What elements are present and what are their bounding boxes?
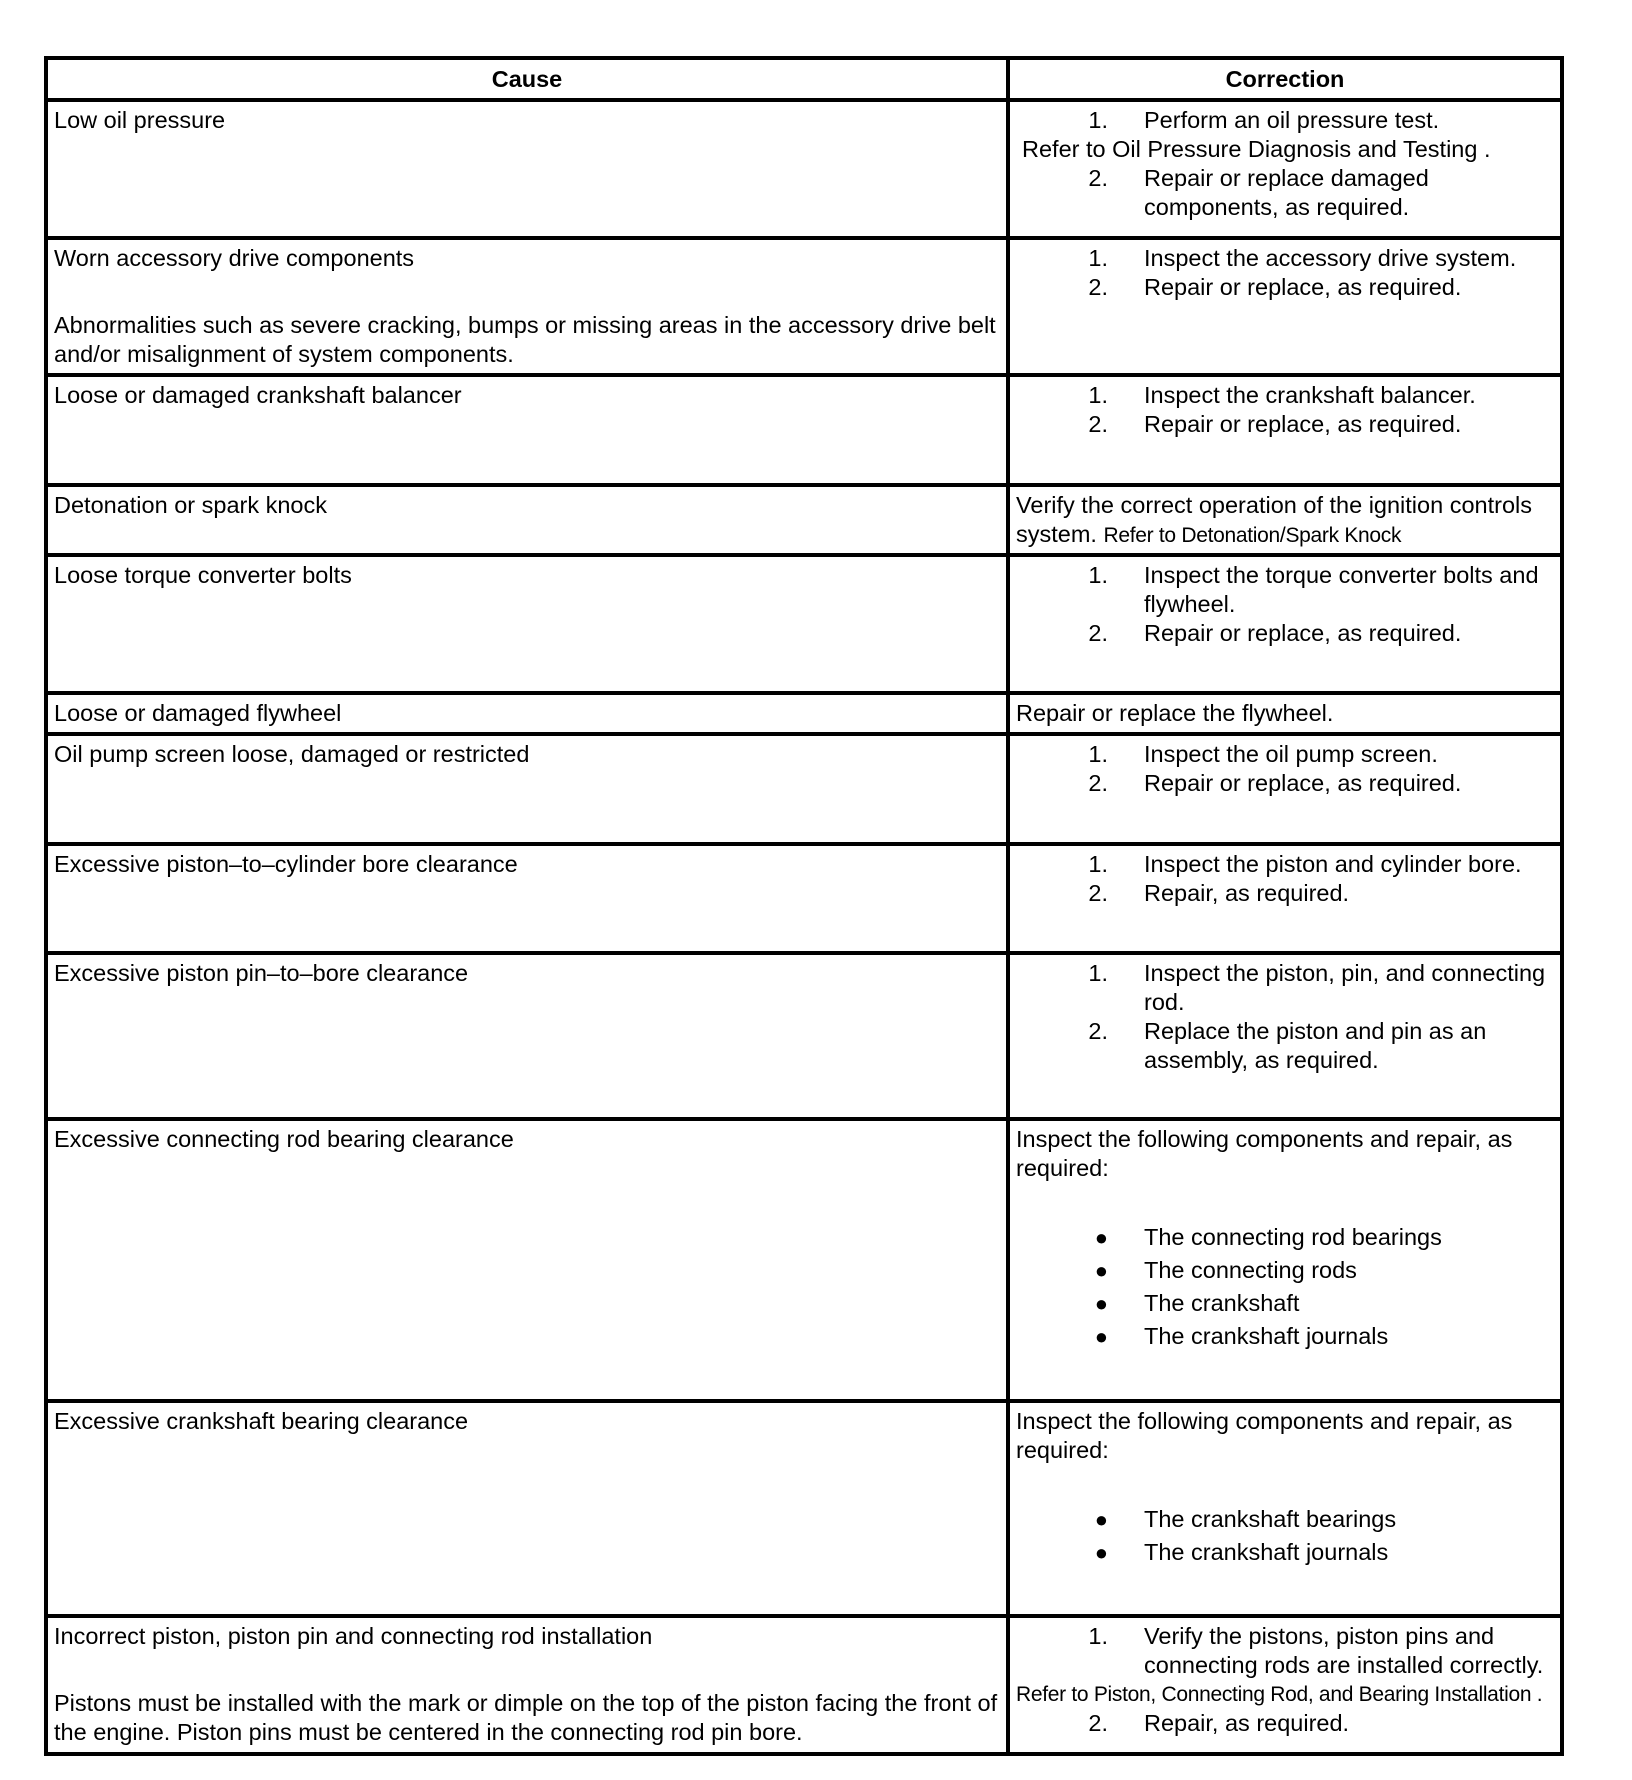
correction-header: Correction	[1008, 58, 1562, 100]
correction-cell	[1008, 238, 1562, 376]
correction-cell	[1008, 693, 1562, 734]
correction-cell	[1008, 734, 1562, 844]
refer-link[interactable]: Refer to Detonation/Spark Knock	[1103, 523, 1402, 547]
bullet-icon: ●	[1094, 1224, 1108, 1250]
diagnosis-table	[44, 56, 1564, 1756]
bullet-icon: ●	[1094, 1507, 1108, 1533]
refer-link[interactable]: Refer to Piston, Connecting Rod, and Bearing Installation .	[1016, 1683, 1543, 1707]
step-number: 2.	[1088, 1710, 1108, 1737]
table-row	[46, 734, 1562, 844]
list-item	[1016, 1289, 1554, 1318]
step-number: 1.	[1088, 244, 1108, 271]
cause-note: Abnormalities such as severe cracking, bumps or missing areas in the accessory drive belt and/or misalignment of system components.	[54, 311, 996, 367]
cause-text: Excessive piston pin–to–bore clearance	[54, 960, 469, 987]
list-item-text: The crankshaft journals	[1144, 1539, 1389, 1566]
refer-text: Refer to Oil Pressure Diagnosis and Testing .	[1022, 136, 1491, 162]
step-text: Inspect the torque converter bolts and flywheel.	[1144, 562, 1539, 618]
step-text: Inspect the crankshaft balancer.	[1144, 382, 1476, 409]
cause-note: Pistons must be installed with the mark or dimple on the top of the piston facing the front of the engine. Piston pins must be centered in the connecting rod pin bore.	[54, 1690, 998, 1746]
step-number: 1.	[1088, 741, 1108, 767]
correction-steps	[1016, 1622, 1554, 1738]
step-item	[1016, 244, 1554, 273]
table-row	[46, 693, 1562, 734]
cause-text: Excessive piston–to–cylinder bore clearance	[54, 850, 518, 877]
step-number: 2.	[1088, 411, 1108, 438]
table-row	[46, 555, 1562, 693]
correction-cell	[1008, 1119, 1562, 1401]
component-list	[1016, 1223, 1554, 1351]
correction-steps	[1016, 561, 1554, 648]
step-item	[1016, 381, 1554, 410]
step-item	[1016, 959, 1554, 1017]
step-number: 2.	[1088, 273, 1108, 300]
step-number: 2.	[1088, 165, 1108, 191]
cause-cell	[46, 100, 1008, 238]
correction-cell	[1008, 1616, 1562, 1754]
step-item	[1016, 769, 1554, 798]
cause-cell	[46, 734, 1008, 844]
list-item-text: The connecting rod bearings	[1144, 1223, 1442, 1250]
list-item-text: The crankshaft bearings	[1144, 1506, 1397, 1533]
step-number: 1.	[1088, 562, 1108, 589]
correction-steps	[1016, 106, 1554, 222]
step-item	[1016, 619, 1554, 648]
correction-steps	[1016, 850, 1554, 908]
correction-cell	[1008, 485, 1562, 555]
cause-cell	[46, 953, 1008, 1119]
step-item	[1016, 879, 1554, 908]
refer-item	[1016, 135, 1554, 164]
step-item	[1016, 273, 1554, 302]
list-item	[1016, 1538, 1554, 1567]
step-number: 1.	[1088, 107, 1108, 133]
table-row	[46, 485, 1562, 555]
step-item	[1016, 410, 1554, 439]
correction-steps	[1016, 244, 1554, 302]
cause-cell	[46, 485, 1008, 555]
step-text: Perform an oil pressure test.	[1144, 107, 1440, 133]
step-text: Repair, as required.	[1144, 879, 1350, 906]
cause-header: Cause	[46, 58, 1008, 100]
table-row	[46, 1401, 1562, 1616]
step-number: 2.	[1088, 770, 1108, 796]
correction-text: Inspect the following components and repair, as required:	[1016, 1408, 1513, 1464]
correction-cell	[1008, 844, 1562, 954]
list-item	[1016, 1322, 1554, 1351]
step-item	[1016, 850, 1554, 879]
table-row	[46, 953, 1562, 1119]
step-text: Verify the pistons, piston pins and connecting rods are installed correctly.	[1144, 1623, 1544, 1679]
cause-cell	[46, 375, 1008, 485]
step-number: 1.	[1088, 850, 1108, 877]
table-header-row	[46, 58, 1562, 100]
step-item	[1016, 1622, 1554, 1680]
step-text: Repair, as required.	[1144, 1710, 1350, 1737]
step-text: Inspect the accessory drive system.	[1144, 244, 1517, 271]
step-number: 2.	[1088, 620, 1108, 647]
step-number: 1.	[1088, 382, 1108, 409]
cause-cell	[46, 555, 1008, 693]
table-row	[46, 375, 1562, 485]
correction-text: Inspect the following components and repair, as required:	[1016, 1125, 1513, 1181]
step-text: Inspect the oil pump screen.	[1144, 741, 1438, 767]
cause-text: Excessive connecting rod bearing clearance	[54, 1125, 514, 1152]
step-item	[1016, 740, 1554, 769]
step-item	[1016, 561, 1554, 619]
component-list	[1016, 1505, 1554, 1567]
step-item	[1016, 164, 1554, 222]
step-number: 2.	[1088, 1018, 1108, 1045]
cause-text: Worn accessory drive components	[54, 244, 415, 271]
step-number: 1.	[1088, 960, 1108, 987]
cause-cell	[46, 1119, 1008, 1401]
cause-cell	[46, 693, 1008, 734]
correction-text: Repair or replace the flywheel.	[1016, 699, 1334, 726]
cause-text: Incorrect piston, piston pin and connecting rod installation	[54, 1623, 653, 1650]
correction-cell	[1008, 953, 1562, 1119]
step-text: Replace the piston and pin as an assembly, as required.	[1144, 1018, 1487, 1074]
step-text: Repair or replace damaged components, as required.	[1144, 165, 1429, 220]
cause-text: Oil pump screen loose, damaged or restricted	[54, 741, 530, 767]
step-text: Repair or replace, as required.	[1144, 620, 1462, 647]
correction-cell	[1008, 100, 1562, 238]
list-item	[1016, 1505, 1554, 1534]
bullet-icon: ●	[1094, 1257, 1108, 1283]
table-row	[46, 100, 1562, 238]
cause-cell	[46, 238, 1008, 376]
step-item	[1016, 106, 1554, 135]
cause-text: Loose or damaged crankshaft balancer	[54, 382, 462, 409]
table-row	[46, 1119, 1562, 1401]
bullet-icon: ●	[1094, 1323, 1108, 1349]
cause-text: Excessive crankshaft bearing clearance	[54, 1408, 469, 1435]
cause-cell	[46, 844, 1008, 954]
correction-steps	[1016, 959, 1554, 1075]
cause-text: Detonation or spark knock	[54, 491, 328, 518]
step-text: Inspect the piston, pin, and connecting rod.	[1144, 960, 1546, 1016]
list-item-text: The crankshaft journals	[1144, 1322, 1389, 1349]
step-text: Repair or replace, as required.	[1144, 411, 1462, 438]
correction-steps	[1016, 740, 1554, 798]
correction-cell	[1008, 1401, 1562, 1616]
list-item	[1016, 1223, 1554, 1252]
refer-item	[1016, 1680, 1554, 1709]
bullet-icon: ●	[1094, 1540, 1108, 1566]
cause-text: Loose or damaged flywheel	[54, 699, 342, 726]
cause-text: Low oil pressure	[54, 107, 226, 133]
step-item	[1016, 1017, 1554, 1075]
cause-cell	[46, 1401, 1008, 1616]
step-number: 1.	[1088, 1623, 1108, 1650]
correction-cell	[1008, 375, 1562, 485]
step-text: Repair or replace, as required.	[1144, 770, 1462, 796]
cause-cell	[46, 1616, 1008, 1754]
list-item-text: The connecting rods	[1144, 1256, 1357, 1283]
correction-text: Verify the correct operation of the ignition controls system.	[1016, 491, 1532, 547]
step-text: Inspect the piston and cylinder bore.	[1144, 850, 1522, 877]
correction-steps	[1016, 381, 1554, 439]
list-item	[1016, 1256, 1554, 1285]
step-item	[1016, 1709, 1554, 1738]
list-item-text: The crankshaft	[1144, 1289, 1300, 1316]
step-number: 2.	[1088, 879, 1108, 906]
table-row	[46, 238, 1562, 376]
bullet-icon: ●	[1094, 1290, 1108, 1316]
table-row	[46, 844, 1562, 954]
cause-text: Loose torque converter bolts	[54, 562, 352, 589]
correction-cell	[1008, 555, 1562, 693]
table-row	[46, 1616, 1562, 1754]
step-text: Repair or replace, as required.	[1144, 273, 1462, 300]
